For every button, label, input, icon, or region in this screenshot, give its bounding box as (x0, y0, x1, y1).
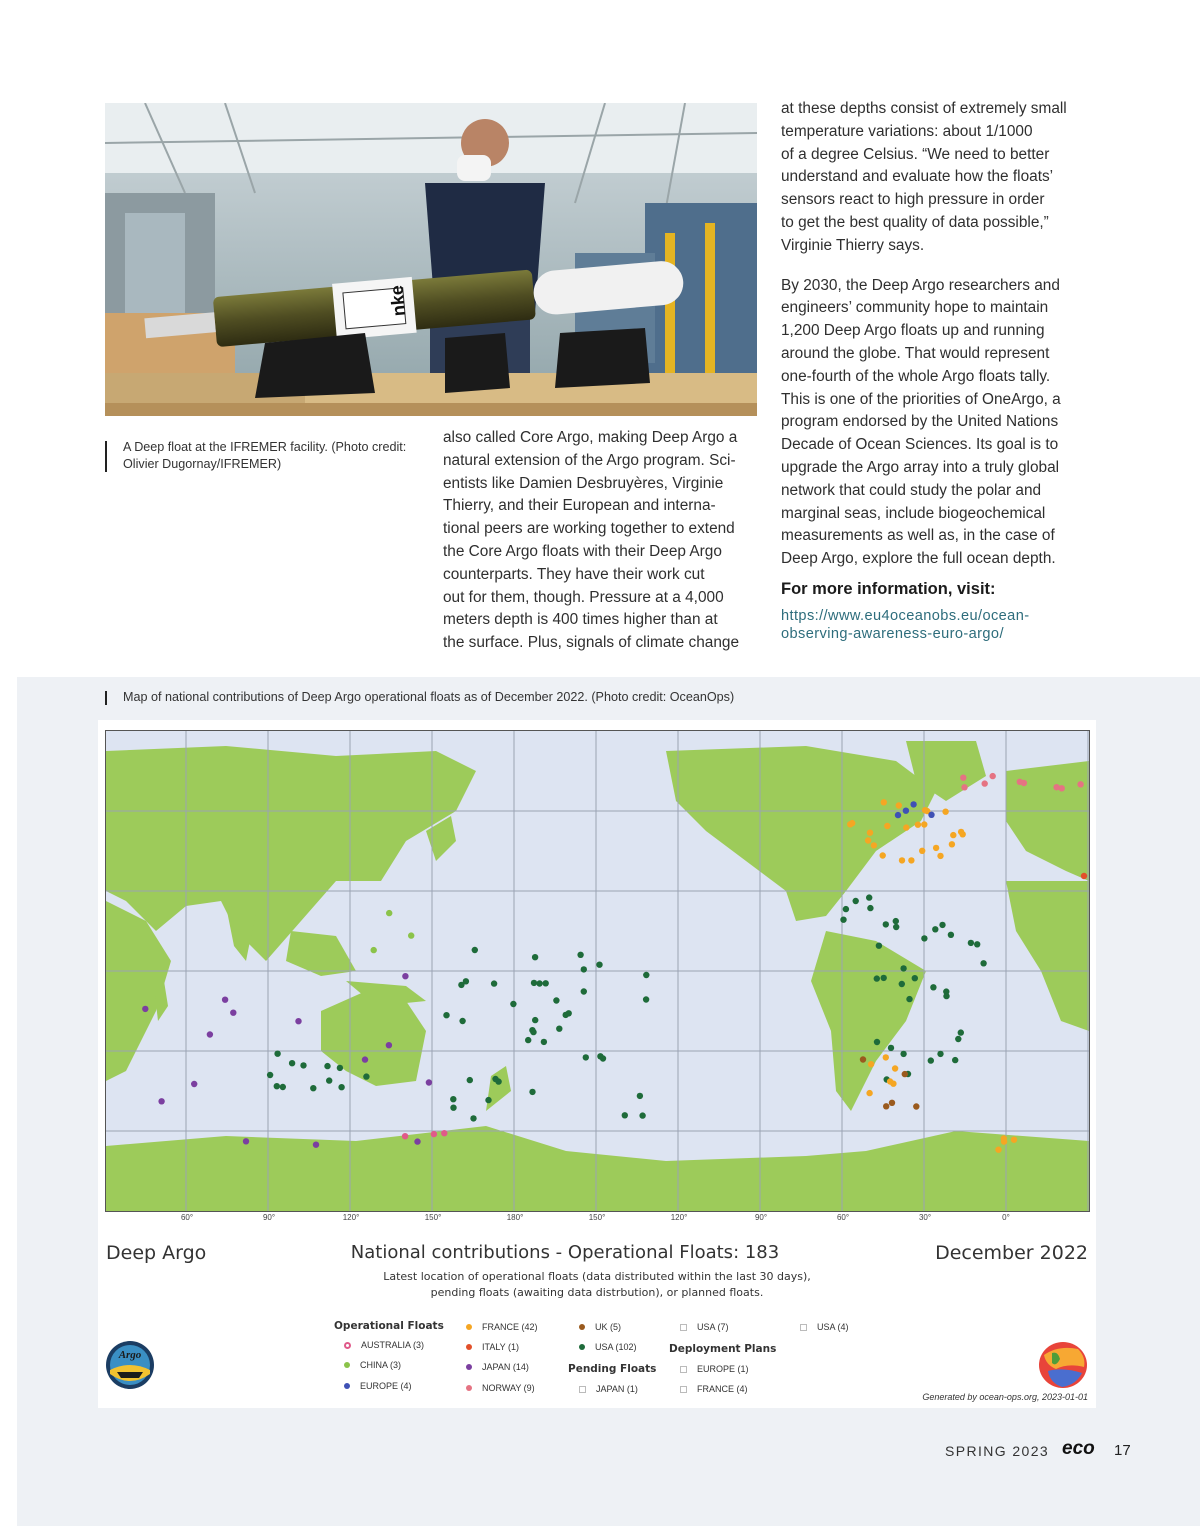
float-marker-usa (639, 1112, 645, 1118)
float-marker-usa (622, 1112, 628, 1118)
float-marker-usa (485, 1097, 491, 1103)
float-marker-usa (980, 960, 986, 966)
float-marker-norway (1059, 785, 1065, 791)
legend-item (680, 1384, 748, 1394)
float-marker-norway (990, 773, 996, 779)
legend-item (344, 1360, 401, 1370)
float-marker-usa (912, 975, 918, 981)
longitude-tick: 120° (342, 1213, 360, 1222)
float-marker-usa (472, 947, 478, 953)
column-3-paragraph-1 (781, 98, 1093, 258)
legend-item (680, 1322, 729, 1332)
legend-deployment-title: Deployment Plans (669, 1343, 777, 1355)
text-line: of a degree Celsius. “We need to better (781, 145, 1050, 163)
float-marker-usa (324, 1063, 330, 1069)
float-marker-usa (948, 932, 954, 938)
text-line: measurements as well as, in the case of (781, 527, 1055, 545)
text-line: out for them, though. Pressure at a 4,000 (443, 588, 724, 606)
float-marker-usa (955, 1036, 961, 1042)
float-marker-usa (274, 1083, 280, 1089)
legend-label: UK (5) (595, 1322, 622, 1332)
float-marker-usa (930, 984, 936, 990)
longitude-tick: 150° (588, 1213, 606, 1222)
float-marker-norway (961, 784, 967, 790)
text-line: By 2030, the Deep Argo researchers and (781, 276, 1060, 294)
float-marker-europe (910, 801, 916, 807)
longitude-tick: 180° (506, 1213, 524, 1222)
logo-wordmark: Argo (118, 1349, 142, 1361)
float-marker-usa (881, 975, 887, 981)
float-marker-japan (243, 1138, 249, 1144)
float-marker-usa (843, 906, 849, 912)
float-marker-china (408, 932, 414, 938)
float-marker-usa (337, 1065, 343, 1071)
legend-item (466, 1383, 535, 1393)
float-marker-italy (1081, 873, 1087, 879)
legend-marker (466, 1385, 472, 1391)
float-marker-usa (921, 935, 927, 941)
legend-label: ITALY (1) (482, 1342, 520, 1352)
argo-logo-graphic (105, 1340, 155, 1390)
float-marker-usa (289, 1060, 295, 1066)
float-marker-uk (889, 1100, 895, 1106)
column-3-paragraph-2 (781, 275, 1093, 571)
float-marker-usa (899, 981, 905, 987)
legend-label: EUROPE (4) (360, 1381, 412, 1391)
float-marker-japan (295, 1018, 301, 1024)
float-marker-france (942, 809, 948, 815)
float-marker-usa (553, 997, 559, 1003)
float-marker-usa (597, 1053, 603, 1059)
float-marker-australia (431, 1131, 437, 1137)
float-marker-usa (893, 918, 899, 924)
float-marker-france (896, 802, 902, 808)
longitude-tick: 60° (836, 1213, 850, 1222)
map-right-title: December 2022 (935, 1242, 1088, 1264)
float-marker-europe (895, 812, 901, 818)
more-info-heading: For more information, visit: (781, 579, 996, 598)
caption-marker (105, 441, 107, 472)
float-marker-japan (386, 1042, 392, 1048)
page-number: 17 (1114, 1442, 1131, 1459)
float-marker-usa (532, 1017, 538, 1023)
float-marker-usa (840, 917, 846, 923)
float-marker-usa (556, 1026, 562, 1032)
map-left-title: Deep Argo (106, 1242, 207, 1264)
text-line: network that could study the polar and (781, 481, 1042, 499)
legend-item (579, 1342, 637, 1352)
float-marker-usa (958, 1029, 964, 1035)
float-marker-usa (529, 1089, 535, 1095)
float-marker-usa (531, 980, 537, 986)
caption-marker (105, 691, 107, 705)
legend-marker (579, 1344, 585, 1350)
text-line: around the globe. That would represent (781, 344, 1050, 362)
float-marker-usa (267, 1072, 273, 1078)
text-line: at these depths consist of extremely small (781, 100, 1067, 117)
float-marker-europe (928, 812, 934, 818)
legend-marker (680, 1324, 687, 1331)
float-marker-usa (581, 988, 587, 994)
text-line: Virginie Thierry says. (781, 236, 925, 254)
text-line: meters depth is 400 times higher than at (443, 611, 718, 629)
legend-marker (344, 1362, 350, 1368)
float-marker-france (950, 832, 956, 838)
float-marker-japan (142, 1006, 148, 1012)
link-line[interactable]: https://www.eu4oceanobs.eu/ocean- (781, 607, 1030, 624)
float-marker-france (937, 853, 943, 859)
float-marker-usa (492, 1076, 498, 1082)
float-marker-norway (1077, 781, 1083, 787)
text-line: Decade of Ocean Sciences. Its goal is to (781, 436, 1059, 454)
float-marker-usa (310, 1085, 316, 1091)
legend-operational-title: Operational Floats (334, 1320, 444, 1332)
footer-season: SPRING 2023 (945, 1443, 1050, 1459)
text-line: Thierry, and their European and interna- (443, 497, 716, 515)
text-line: This is one of the priorities of OneArgo, a (781, 390, 1061, 408)
float-marker-usa (893, 924, 899, 930)
legend-item (344, 1381, 412, 1391)
legend-label: EUROPE (1) (697, 1364, 749, 1374)
float-marker-usa (643, 996, 649, 1002)
text-line: sensors react to high pressure in order (781, 191, 1045, 209)
float-marker-france (866, 1090, 872, 1096)
float-marker-uk (913, 1103, 919, 1109)
legend-item (680, 1364, 749, 1374)
float-marker-usa (583, 1054, 589, 1060)
legend-marker (466, 1364, 472, 1370)
text-line: upgrade the Argo array into a truly global (781, 458, 1060, 476)
float-marker-usa (450, 1105, 456, 1111)
float-marker-usa (853, 898, 859, 904)
float-marker-usa (867, 905, 873, 911)
float-marker-uk (883, 1103, 889, 1109)
float-marker-france (958, 829, 964, 835)
float-marker-usa (900, 965, 906, 971)
float-marker-usa (274, 1051, 280, 1057)
float-marker-usa (577, 952, 583, 958)
link-line[interactable]: observing-awareness-euro-argo/ (781, 625, 1004, 642)
float-marker-australia (402, 1133, 408, 1139)
longitude-tick: 30° (918, 1213, 932, 1222)
float-marker-usa (326, 1077, 332, 1083)
float-marker-europe (903, 808, 909, 814)
text-line: the surface. Plus, signals of climate change (443, 634, 739, 652)
legend-marker (800, 1324, 807, 1331)
text-line: natural extension of the Argo program. Sci- (443, 451, 736, 469)
photo-illustration (105, 103, 757, 416)
float-marker-france (1001, 1135, 1007, 1141)
float-marker-france (995, 1147, 1001, 1153)
text-line: engineers’ community hope to maintain (781, 299, 1049, 317)
float-marker-france (865, 837, 871, 843)
float-marker-australia (441, 1130, 447, 1136)
map-subtitle (330, 1269, 864, 1301)
float-marker-japan (313, 1142, 319, 1148)
text-line: the Core Argo floats with their Deep Argo (443, 542, 722, 560)
legend-label: CHINA (3) (360, 1360, 402, 1370)
float-marker-france (884, 823, 890, 829)
float-marker-france (949, 841, 955, 847)
float-marker-usa (450, 1096, 456, 1102)
float-marker-usa (876, 943, 882, 949)
float-marker-usa (280, 1084, 286, 1090)
float-marker-france (847, 821, 853, 827)
legend-marker (680, 1386, 687, 1393)
float-marker-france (908, 857, 914, 863)
float-marker-usa (543, 980, 549, 986)
float-marker-usa (952, 1057, 958, 1063)
float-marker-usa (459, 1018, 465, 1024)
legend-pending-title: Pending Floats (568, 1363, 657, 1375)
float-marker-usa (874, 975, 880, 981)
legend-marker (344, 1383, 350, 1389)
float-marker-france (883, 1054, 889, 1060)
float-marker-usa (866, 894, 872, 900)
text-line: to get the best quality of data possible,” (781, 213, 1049, 231)
text-line: program endorsed by the United Nations (781, 413, 1059, 431)
legend-item (466, 1322, 538, 1332)
float-marker-uk (902, 1071, 908, 1077)
text-line: entists like Damien Desbruyères, Virginie (443, 474, 724, 492)
legend-label: NORWAY (9) (482, 1383, 535, 1393)
float-marker-usa (883, 921, 889, 927)
generated-note: Generated by ocean-ops.org, 2023-01-01 (922, 1392, 1088, 1402)
float-marker-usa (363, 1073, 369, 1079)
longitude-tick: 150° (424, 1213, 442, 1222)
float-marker-japan (402, 973, 408, 979)
float-marker-usa (968, 940, 974, 946)
float-marker-japan (426, 1079, 432, 1085)
float-marker-japan (362, 1056, 368, 1062)
oceanops-globe-logo (1038, 1341, 1088, 1389)
float-marker-france (880, 852, 886, 858)
float-brand-label: nke (386, 284, 410, 318)
float-marker-usa (974, 941, 980, 947)
legend-item (579, 1384, 638, 1394)
legend-label: USA (7) (697, 1322, 729, 1332)
float-marker-france (933, 845, 939, 851)
float-marker-usa (443, 1012, 449, 1018)
float-marker-usa (536, 980, 542, 986)
longitude-tick: 0° (1002, 1213, 1010, 1222)
float-marker-usa (300, 1062, 306, 1068)
float-marker-france (903, 824, 909, 830)
subtitle-line: pending floats (awaiting data distrbution), or planned floats. (430, 1286, 764, 1299)
article-column-2 (443, 427, 761, 655)
float-marker-norway (982, 780, 988, 786)
legend-item (579, 1322, 621, 1332)
legend-item (466, 1342, 519, 1352)
float-marker-usa (529, 1027, 535, 1033)
text-line: counterparts. They have their work cut (443, 565, 705, 583)
float-marker-france (892, 1065, 898, 1071)
more-info-link[interactable] (781, 607, 1093, 643)
float-marker-usa (541, 1039, 547, 1045)
float-marker-usa (525, 1037, 531, 1043)
photo-caption: A Deep float at the IFREMER facility. (Photo credit: Olivier Dugornay/IFREMER) (123, 440, 407, 471)
float-marker-usa (596, 962, 602, 968)
float-marker-usa (874, 1039, 880, 1045)
float-marker-china (386, 910, 392, 916)
legend-marker (344, 1342, 351, 1349)
float-marker-japan (414, 1138, 420, 1144)
longitude-tick: 90° (262, 1213, 276, 1222)
float-marker-france (871, 842, 877, 848)
text-line: 1,200 Deep Argo floats up and running (781, 322, 1045, 340)
legend-item (344, 1340, 424, 1350)
legend-label: USA (102) (595, 1342, 637, 1352)
float-marker-usa (637, 1093, 643, 1099)
argo-logo (105, 1340, 155, 1390)
world-map-graphic (106, 731, 1089, 1211)
float-marker-japan (158, 1098, 164, 1104)
float-marker-france (1011, 1137, 1017, 1143)
float-marker-usa (906, 996, 912, 1002)
footer-magazine-logo: eco (1062, 1438, 1095, 1459)
float-marker-france (868, 1061, 874, 1067)
legend-marker (466, 1324, 472, 1330)
float-marker-france (899, 857, 905, 863)
legend-item (800, 1322, 849, 1332)
text-line: tional peers are working together to extend (443, 520, 735, 538)
text-line: Deep Argo, explore the full ocean depth. (781, 550, 1056, 568)
text-line: understand and evaluate how the floats’ (781, 168, 1054, 186)
legend-label: AUSTRALIA (3) (361, 1340, 425, 1350)
float-marker-japan (191, 1081, 197, 1087)
float-marker-france (915, 822, 921, 828)
float-marker-usa (467, 1077, 473, 1083)
float-marker-france (890, 1081, 896, 1087)
legend-label: USA (4) (817, 1322, 849, 1332)
float-marker-usa (581, 966, 587, 972)
float-marker-usa (928, 1057, 934, 1063)
float-marker-usa (470, 1115, 476, 1121)
map-center-title: National contributions - Operational Floats: 183 (350, 1242, 780, 1263)
float-marker-usa (566, 1010, 572, 1016)
float-marker-norway (1017, 779, 1023, 785)
float-marker-usa (932, 926, 938, 932)
float-marker-japan (222, 997, 228, 1003)
text-line: also called Core Argo, making Deep Argo a (443, 429, 738, 446)
text-line: marginal seas, include biogeochemical (781, 504, 1046, 522)
column-2-text (443, 427, 761, 655)
float-marker-china (371, 947, 377, 953)
deep-float-photo (105, 103, 757, 416)
subtitle-line: Latest location of operational floats (data distributed within the last 30 days), (383, 1270, 811, 1283)
float-marker-usa (943, 993, 949, 999)
globe-graphic (1038, 1341, 1088, 1389)
legend-label: JAPAN (14) (482, 1362, 529, 1372)
text-line: one-fourth of the whole Argo floats tally. (781, 367, 1051, 385)
float-marker-japan (230, 1010, 236, 1016)
float-marker-usa (532, 954, 538, 960)
float-marker-usa (900, 1051, 906, 1057)
float-marker-france (867, 830, 873, 836)
legend-marker (466, 1344, 472, 1350)
longitude-tick: 60° (180, 1213, 194, 1222)
legend-label: FRANCE (42) (482, 1322, 538, 1332)
legend-marker (579, 1386, 586, 1393)
legend-item (466, 1362, 529, 1372)
article-column-3 (781, 98, 1093, 643)
world-map (105, 730, 1090, 1212)
map-caption: Map of national contributions of Deep Argo operational floats as of December 2022. (Photo credit: OceanOps) (123, 690, 735, 704)
legend-label: JAPAN (1) (596, 1384, 638, 1394)
float-marker-usa (491, 980, 497, 986)
float-marker-usa (463, 978, 469, 984)
legend-marker (680, 1366, 687, 1373)
float-marker-japan (207, 1031, 213, 1037)
float-marker-usa (888, 1045, 894, 1051)
float-marker-usa (510, 1001, 516, 1007)
float-marker-norway (960, 775, 966, 781)
legend-label: FRANCE (4) (697, 1384, 748, 1394)
longitude-tick: 90° (754, 1213, 768, 1222)
float-marker-france (919, 848, 925, 854)
float-marker-usa (338, 1084, 344, 1090)
float-marker-uk (860, 1056, 866, 1062)
legend-marker (579, 1324, 585, 1330)
float-marker-france (921, 821, 927, 827)
float-marker-france (881, 799, 887, 805)
longitude-tick: 120° (670, 1213, 688, 1222)
float-marker-usa (937, 1051, 943, 1057)
float-marker-usa (643, 972, 649, 978)
float-marker-usa (939, 922, 945, 928)
text-line: temperature variations: about 1/1000 (781, 122, 1033, 140)
